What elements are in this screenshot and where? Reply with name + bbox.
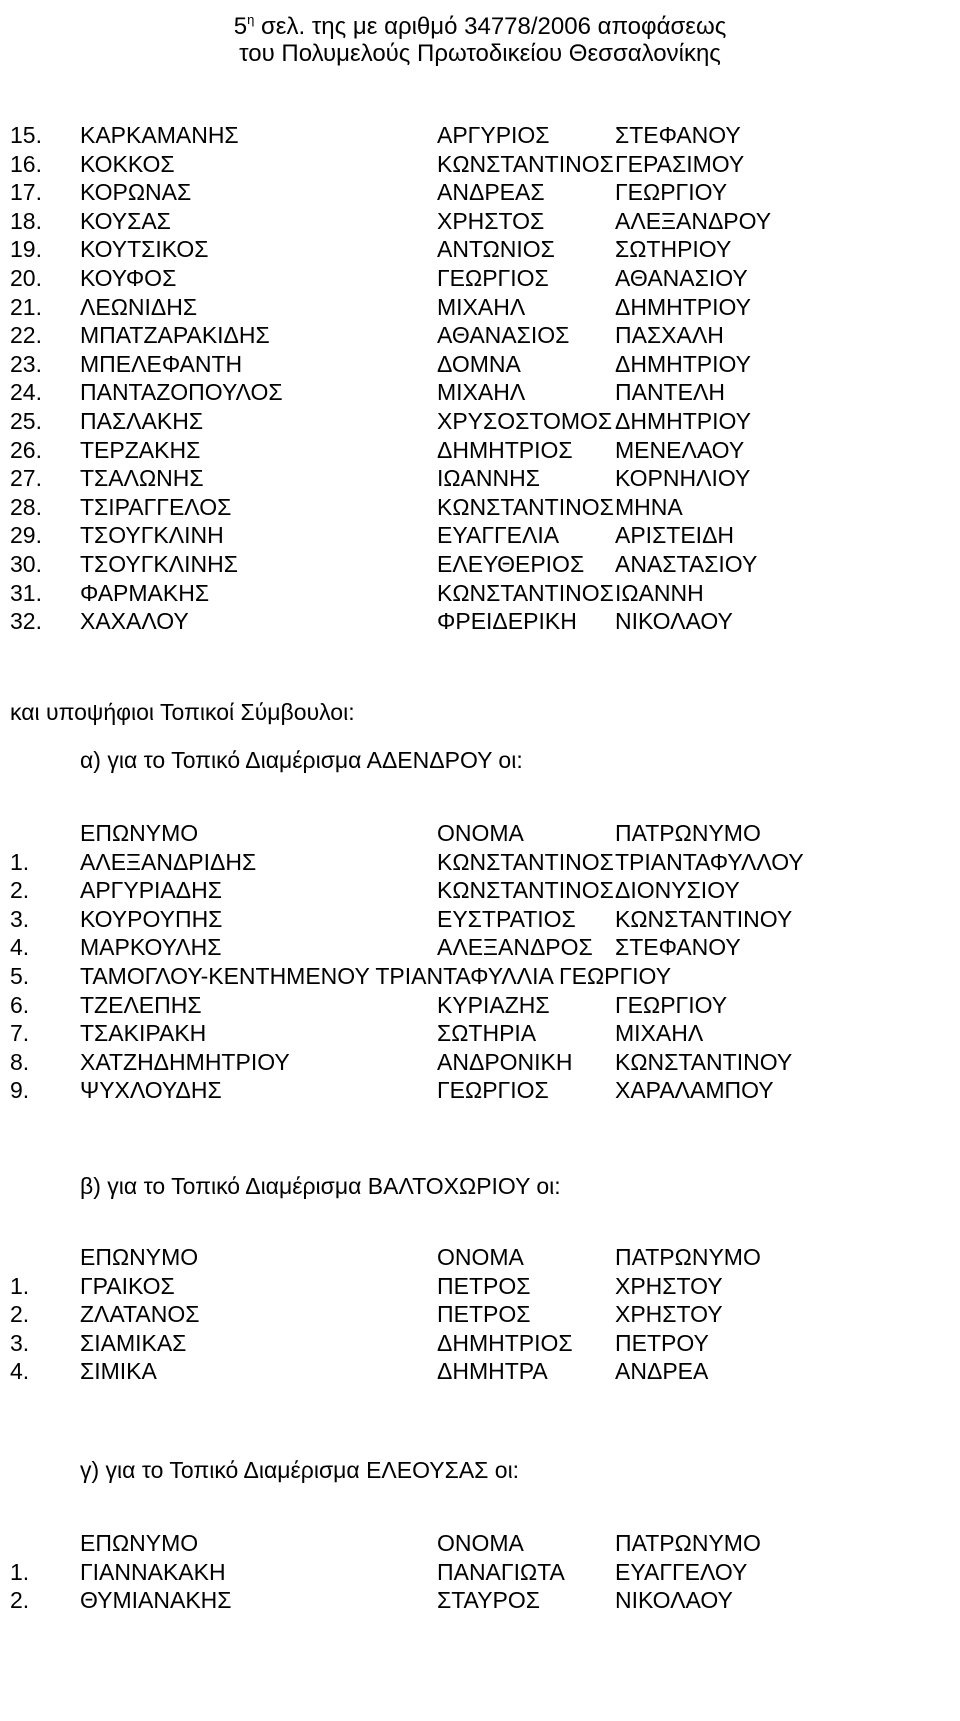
page-number-suffix: η [247, 12, 255, 27]
list-item [0, 264, 960, 293]
first-name: ΚΩΝΣΤΑΝΤΙΝΟΣ [437, 579, 614, 606]
surname: ΜΠΑΤΖΑΡΑΚΙΔΗΣ [80, 322, 270, 349]
surname: ΛΕΩΝΙΔΗΣ [80, 293, 198, 320]
surname: ΤΑΜΟΓΛΟΥ-ΚΕΝΤΗΜΕΝΟΥ [80, 962, 370, 989]
surname: ΧΑΤΖΗΔΗΜΗΤΡΙΟΥ [80, 1048, 290, 1075]
section-a-table [0, 819, 960, 1105]
first-name: ΚΩΝΣΤΑΝΤΙΝΟΣ [437, 848, 614, 875]
row-number: 29. [10, 522, 42, 549]
father-name: ΑΡΙΣΤΕΙΔΗ [615, 522, 735, 549]
table-row [0, 1019, 960, 1048]
surname: ΜΑΡΚΟΥΛΗΣ [80, 934, 222, 961]
table-row [0, 1586, 960, 1615]
table-header [0, 1529, 960, 1558]
surname: ΓΡΑΙΚΟΣ [80, 1272, 175, 1299]
first-name: ΑΝΔΡΟΝΙΚΗ [437, 1048, 573, 1075]
father-name: ΜΕΝΕΛΑΟΥ [615, 436, 745, 463]
first-name: ΔΗΜΗΤΡΑ [437, 1358, 548, 1385]
row-number: 8. [10, 1048, 30, 1075]
father-name: ΣΤΕΦΑΝΟΥ [615, 934, 741, 961]
table-row [0, 848, 960, 877]
surname: ΤΣΙΡΑΓΓΕΛΟΣ [80, 493, 232, 520]
row-number: 23. [10, 350, 42, 377]
father-name: ΣΩΤΗΡΙΟΥ [615, 236, 732, 263]
father-name: ΓΕΡΑΣΙΜΟΥ [615, 150, 745, 177]
councillors-intro: και υποψήφιοι Τοπικοί Σύμβουλοι: [10, 699, 355, 725]
surname: ΚΟΥΡΟΥΠΗΣ [80, 905, 223, 932]
first-name: ΔΗΜΗΤΡΙΟΣ [437, 1329, 573, 1356]
row-number: 1. [10, 848, 30, 875]
list-item [0, 464, 960, 493]
father-name: ΜΗΝΑ [615, 493, 683, 520]
row-number: 2. [10, 877, 30, 904]
father-name: ΚΟΡΝΗΛΙΟΥ [615, 465, 751, 492]
surname: ΘΥΜΙΑΝΑΚΗΣ [80, 1587, 232, 1614]
first-name: ΑΘΑΝΑΣΙΟΣ [437, 322, 570, 349]
page-header [0, 6, 960, 67]
row-number: 18. [10, 207, 42, 234]
list-item [0, 407, 960, 436]
first-name: ΜΙΧΑΗΛ [437, 293, 526, 320]
first-name: ΕΛΕΥΘΕΡΙΟΣ [437, 550, 585, 577]
row-number: 9. [10, 1077, 30, 1104]
first-name: ΑΝΤΩΝΙΟΣ [437, 236, 555, 263]
section-a-title: α) για το Τοπικό Διαμέρισμα ΑΔΕΝΔΡΟΥ οι: [80, 747, 523, 773]
table-row [0, 876, 960, 905]
father-name: ΓΕΩΡΓΙΟΥ [615, 991, 728, 1018]
father-name: ΑΝΑΣΤΑΣΙΟΥ [615, 550, 758, 577]
father-name: ΜΙΧΑΗΛ [615, 1020, 704, 1047]
row-number: 3. [10, 1329, 30, 1356]
first-name: ΑΡΓΥΡΙΟΣ [437, 122, 550, 148]
section-b-table [0, 1243, 960, 1386]
list-item [0, 207, 960, 236]
list-item [0, 436, 960, 465]
surname: ΑΡΓΥΡΙΑΔΗΣ [80, 877, 222, 904]
first-name: ΠΑΝΑΓΙΩΤΑ [437, 1558, 565, 1585]
first-name: ΚΩΝΣΤΑΝΤΙΝΟΣ [437, 877, 614, 904]
father-name: ΧΡΗΣΤΟΥ [615, 1301, 723, 1328]
surname: ΑΛΕΞΑΝΔΡΙΔΗΣ [80, 848, 257, 875]
first-name: ΔΗΜΗΤΡΙΟΣ [437, 436, 573, 463]
list-item [0, 550, 960, 579]
father-name: ΔΗΜΗΤΡΙΟΥ [615, 350, 752, 377]
table-header [0, 819, 960, 848]
table-row [0, 1357, 960, 1386]
header-line-1 [0, 6, 960, 40]
first-name: ΚΩΝΣΤΑΝΤΙΝΟΣ [437, 493, 614, 520]
table-row [0, 1272, 960, 1301]
father-name: ΓΕΩΡΓΙΟΥ [615, 179, 728, 206]
row-number: 7. [10, 1020, 30, 1047]
row-number: 1. [10, 1558, 30, 1585]
row-number: 2. [10, 1301, 30, 1328]
column-header-first-name: ΟΝΟΜΑ [437, 820, 524, 846]
row-number: 25. [10, 407, 42, 434]
father-name: ΑΘΑΝΑΣΙΟΥ [615, 264, 748, 291]
father-name: ΙΩΑΝΝΗ [615, 579, 704, 606]
surname: ΤΖΕΛΕΠΗΣ [80, 991, 202, 1018]
father-name: ΔΗΜΗΤΡΙΟΥ [615, 293, 752, 320]
section-c-title: γ) για το Τοπικό Διαμέρισμα ΕΛΕΟΥΣΑΣ οι: [80, 1457, 520, 1483]
first-name: ΣΤΑΥΡΟΣ [437, 1587, 540, 1614]
list-item [0, 607, 960, 636]
surname: ΤΣΟΥΓΚΛΙΝΗ [80, 522, 224, 549]
surname: ΦΑΡΜΑΚΗΣ [80, 579, 210, 606]
surname: ΣΙΜΙΚΑ [80, 1358, 157, 1385]
first-name: ΚΩΝΣΤΑΝΤΙΝΟΣ [437, 150, 614, 177]
column-header-father-name: ΠΑΤΡΩΝΥΜΟ [615, 820, 761, 846]
father-name: ΓΕΩΡΓΙΟΥ [558, 962, 672, 989]
first-name: ΚΥΡΙΑΖΗΣ [437, 991, 550, 1018]
surname: ΚΟΥΣΑΣ [80, 207, 171, 234]
surname: ΠΑΣΛΑΚΗΣ [80, 407, 204, 434]
row-number: 2. [10, 1587, 30, 1614]
row-number: 16. [10, 150, 42, 177]
father-name: ΝΙΚΟΛΑΟΥ [615, 1587, 733, 1614]
surname: ΚΟΡΩΝΑΣ [80, 179, 192, 206]
surname: ΜΠΕΛΕΦΑΝΤΗ [80, 350, 243, 377]
father-name: ΔΙΟΝΥΣΙΟΥ [615, 877, 740, 904]
section-c-table [0, 1529, 960, 1615]
column-header-first-name: ΟΝΟΜΑ [437, 1530, 524, 1556]
list-item [0, 178, 960, 207]
candidate-list [0, 121, 960, 636]
father-name: ΚΩΝΣΤΑΝΤΙΝΟΥ [615, 905, 793, 932]
first-name: ΑΝΔΡΕΑΣ [437, 179, 545, 206]
row-number: 31. [10, 579, 42, 606]
table-row [0, 1048, 960, 1077]
table-row [0, 1329, 960, 1358]
surname: ΚΟΥΦΟΣ [80, 264, 177, 291]
surname: ΤΣΟΥΓΚΛΙΝΗΣ [80, 550, 238, 577]
father-name: ΑΛΕΞΑΝΔΡΟΥ [615, 207, 772, 234]
row-number: 20. [10, 264, 42, 291]
table-row [0, 933, 960, 962]
row-number: 19. [10, 236, 42, 263]
row-number: 15. [10, 122, 42, 148]
father-name: ΕΥΑΓΓΕΛΟΥ [615, 1558, 748, 1585]
list-item [0, 121, 960, 150]
list-item [0, 150, 960, 179]
father-name: ΝΙΚΟΛΑΟΥ [615, 608, 733, 635]
row-number: 30. [10, 550, 42, 577]
father-name: ΧΡΗΣΤΟΥ [615, 1272, 723, 1299]
surname: ΣΙΑΜΙΚΑΣ [80, 1329, 187, 1356]
first-name: ΓΕΩΡΓΙΟΣ [437, 264, 549, 291]
table-header [0, 1243, 960, 1272]
first-name: ΧΡΥΣΟΣΤΟΜΟΣ [437, 407, 613, 434]
father-name: ΣΤΕΦΑΝΟΥ [615, 122, 741, 148]
column-header-surname: ΕΠΩΝΥΜΟ [80, 1530, 199, 1556]
row-number: 22. [10, 322, 42, 349]
first-name: ΧΡΗΣΤΟΣ [437, 207, 545, 234]
first-name: ΙΩΑΝΝΗΣ [437, 465, 540, 492]
surname: ΤΣΑΚΙΡΑΚΗ [80, 1020, 207, 1047]
table-row [0, 991, 960, 1020]
father-name: ΧΑΡΑΛΑΜΠΟΥ [615, 1077, 774, 1104]
surname: ΧΑΧΑΛΟΥ [80, 608, 189, 635]
first-name: ΦΡΕΙΔΕΡΙΚΗ [437, 608, 577, 635]
father-name: ΠΕΤΡΟΥ [615, 1329, 709, 1356]
father-name: ΔΗΜΗΤΡΙΟΥ [615, 407, 752, 434]
row-number: 4. [10, 1358, 30, 1385]
row-number: 4. [10, 934, 30, 961]
father-name: ΠΑΣΧΑΛΗ [615, 322, 724, 349]
father-name: ΑΝΔΡΕΑ [615, 1358, 709, 1385]
list-item [0, 235, 960, 264]
column-header-father-name: ΠΑΤΡΩΝΥΜΟ [615, 1244, 761, 1270]
column-header-first-name: ΟΝΟΜΑ [437, 1244, 524, 1270]
row-number: 26. [10, 436, 42, 463]
father-name: ΠΑΝΤΕΛΗ [615, 379, 725, 406]
row-number: 24. [10, 379, 42, 406]
surname: ΨΥΧΛΟΥΔΗΣ [80, 1077, 222, 1104]
column-header-surname: ΕΠΩΝΥΜΟ [80, 820, 199, 846]
surname: ΠΑΝΤΑΖΟΠΟΥΛΟΣ [80, 379, 283, 406]
table-row [0, 905, 960, 934]
table-row [0, 1076, 960, 1105]
father-name: ΤΡΙΑΝΤΑΦΥΛΛΟΥ [615, 848, 804, 875]
row-number: 28. [10, 493, 42, 520]
first-name: ΠΕΤΡΟΣ [437, 1301, 531, 1328]
table-row [0, 962, 960, 991]
first-name: ΤΡΙΑΝΤΑΦΥΛΛΙΑ [375, 962, 553, 989]
page-number: 5 [233, 13, 248, 40]
row-number: 6. [10, 991, 30, 1018]
row-number: 32. [10, 608, 42, 635]
section-b-title: β) για το Τοπικό Διαμέρισμα ΒΑΛΤΟΧΩΡΙΟΥ οι: [80, 1173, 561, 1199]
list-item [0, 579, 960, 608]
surname: ΚΑΡΚΑΜΑΝΗΣ [80, 122, 239, 148]
first-name: ΑΛΕΞΑΝΔΡΟΣ [437, 934, 593, 961]
surname: ΤΕΡΖΑΚΗΣ [80, 436, 201, 463]
list-item [0, 493, 960, 522]
surname: ΖΛΑΤΑΝΟΣ [80, 1301, 200, 1328]
first-name: ΣΩΤΗΡΙΑ [437, 1020, 537, 1047]
column-header-father-name: ΠΑΤΡΩΝΥΜΟ [615, 1530, 761, 1556]
first-name: ΕΥΣΤΡΑΤΙΟΣ [437, 905, 576, 932]
column-header-surname: ΕΠΩΝΥΜΟ [80, 1244, 199, 1270]
row-number: 3. [10, 905, 30, 932]
header-line-1-text: σελ. της με αριθμό 34778/2006 αποφάσεως [254, 13, 727, 40]
list-item [0, 378, 960, 407]
surname: ΓΙΑΝΝΑΚΑΚΗ [80, 1558, 226, 1585]
first-name: ΓΕΩΡΓΙΟΣ [437, 1077, 549, 1104]
first-name: ΠΕΤΡΟΣ [437, 1272, 531, 1299]
list-item [0, 521, 960, 550]
father-name: ΚΩΝΣΤΑΝΤΙΝΟΥ [615, 1048, 793, 1075]
list-item [0, 321, 960, 350]
first-name: ΜΙΧΑΗΛ [437, 379, 526, 406]
list-item [0, 293, 960, 322]
row-number: 1. [10, 1272, 30, 1299]
surname: ΤΣΑΛΩΝΗΣ [80, 465, 204, 492]
table-row [0, 1558, 960, 1587]
surname: ΚΟΚΚΟΣ [80, 150, 175, 177]
row-number: 27. [10, 465, 42, 492]
first-name: ΔΟΜΝΑ [437, 350, 521, 377]
table-row [0, 1300, 960, 1329]
row-number: 17. [10, 179, 42, 206]
row-number: 21. [10, 293, 42, 320]
surname: ΚΟΥΤΣΙΚΟΣ [80, 236, 209, 263]
list-item [0, 350, 960, 379]
header-line-2: του Πολυμελούς Πρωτοδικείου Θεσσαλονίκης [239, 40, 721, 67]
row-number: 5. [10, 962, 30, 989]
first-name: ΕΥΑΓΓΕΛΙΑ [437, 522, 560, 549]
